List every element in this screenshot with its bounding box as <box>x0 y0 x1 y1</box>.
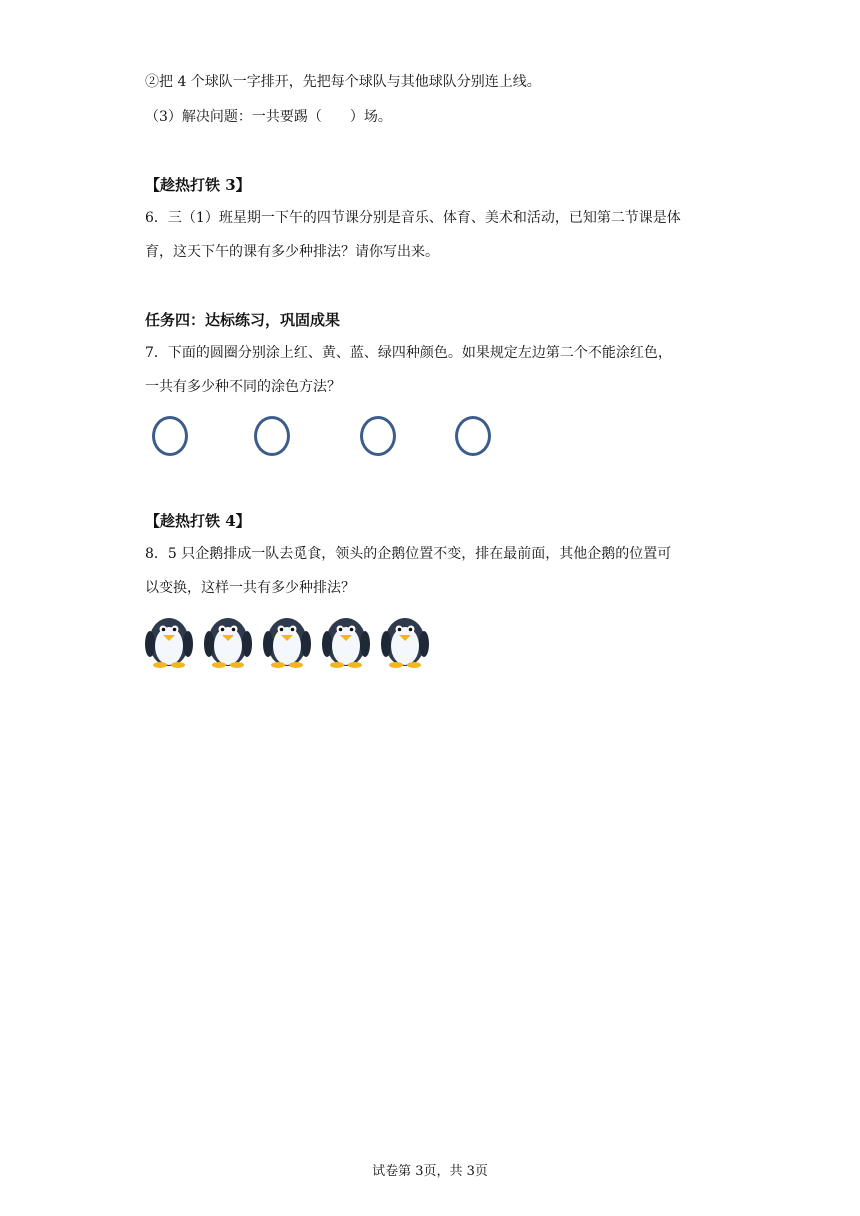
penguin-icon <box>379 610 431 668</box>
question-8-line-1: 8．5 只企鹅排成一队去觅食，领头的企鹅位置不变，排在最前面，其他企鹅的位置可 <box>145 546 672 562</box>
penguin-icon <box>143 610 195 668</box>
heading-practice-3: 【趁热打铁 3】 <box>145 176 251 194</box>
penguin-icon <box>202 610 254 668</box>
question-8-line-2: 以变换，这样一共有多少种排法？ <box>145 580 355 596</box>
penguin-icon <box>320 610 372 668</box>
question-6-line-2: 育，这天下午的课有多少种排法？请你写出来。 <box>145 244 439 260</box>
penguin-icon <box>261 610 313 668</box>
line-solve-problem: （3）解决问题：一共要踢（ ）场。 <box>145 109 392 125</box>
circle-2 <box>254 416 290 456</box>
page-footer: 试卷第 3页，共 3页 <box>372 1164 488 1179</box>
question-7-line-2: 一共有多少种不同的涂色方法？ <box>145 379 341 395</box>
circle-4 <box>455 416 491 456</box>
question-6-line-1: 6．三（1）班星期一下午的四节课分别是音乐、体育、美术和活动，已知第二节课是体 <box>145 210 681 226</box>
line-connect-teams: ②把 4 个球队一字排开，先把每个球队与其他球队分别连上线。 <box>145 74 541 90</box>
circle-1 <box>152 416 188 456</box>
circle-3 <box>360 416 396 456</box>
question-7-line-1: 7．下面的圆圈分别涂上红、黄、蓝、绿四种颜色。如果规定左边第二个不能涂红色， <box>145 345 672 361</box>
heading-practice-4: 【趁热打铁 4】 <box>145 512 251 530</box>
task-4-heading: 任务四：达标练习，巩固成果 <box>145 311 341 329</box>
